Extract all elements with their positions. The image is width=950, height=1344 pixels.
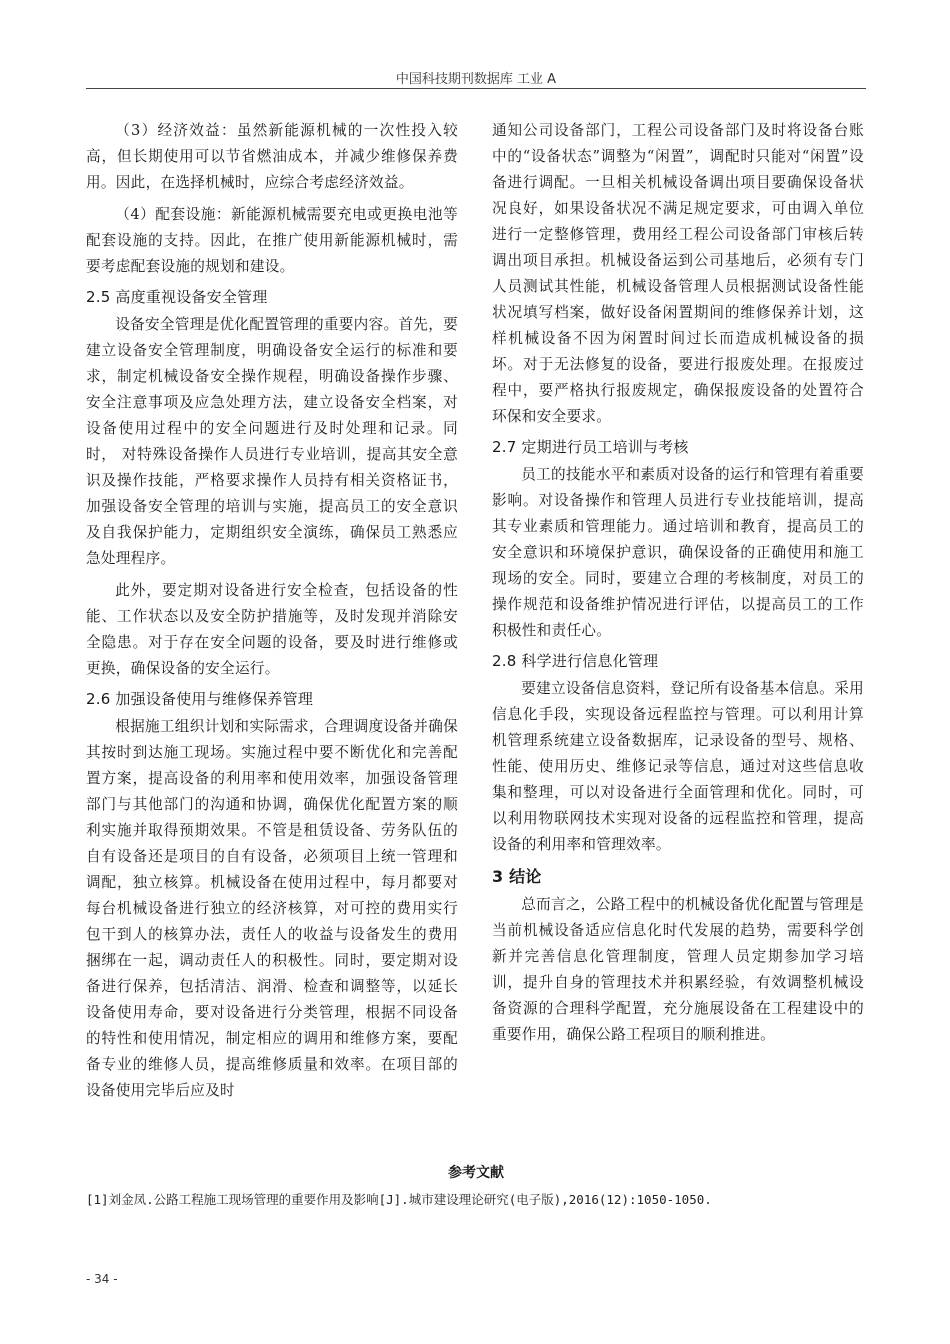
reference-item: [1]刘金凤.公路工程施工现场管理的重要作用及影响[J].城市建设理论研究(电子版),2016(12):1050-1050.	[86, 1192, 712, 1207]
paragraph: （3）经济效益：虽然新能源机械的一次性投入较高，但长期使用可以节省燃油成本，并减少维修保养费用。因此，在选择机械时，应综合考虑经济效益。	[86, 122, 458, 191]
paragraph: 要建立设备信息资料，登记所有设备基本信息。采用信息化手段，实现设备远程监控与管理。可以利用计算机管理系统建立设备数据库，记录设备的型号、规格、性能、使用历史、维修记录等信息，通过对这些信息收集和整理，可以对设备进行全面管理和优化。同时，可以利用物联网技术实现对设备的远程监控和管理，提高设备的利用率和管理效率。	[492, 680, 864, 853]
page-number: - 34 -	[86, 1272, 118, 1286]
section-heading-2-5: 2.5 高度重视设备安全管理	[86, 288, 268, 306]
section-heading-2-7: 2.7 定期进行员工培训与考核	[492, 438, 689, 456]
right-column	[492, 118, 864, 1048]
paragraph: 设备安全管理是优化配置管理的重要内容。首先，要建立设备安全管理制度，明确设备安全运行的标准和要求，制定机械设备安全操作规程，明确设备操作步骤、安全注意事项及应急处理方法，建立设备安全档案，对设备使用过程中的安全问题进行及时处理和记录。同时， 对特殊设备操作人员进行专业培训，提高其安全意识及操作技能，严格要求操作人员持有相关资格证书，加强设备安全管理的培训与实施，提高员工的安全意识及自我保护能力，定期组织安全演练，确保员工熟悉应急处理程序。	[86, 316, 458, 567]
paragraph: 此外，要定期对设备进行安全检查，包括设备的性能、工作状态以及安全防护措施等，及时发现并消除安全隐患。对于存在安全问题的设备，要及时进行维修或更换，确保设备的安全运行。	[86, 582, 458, 677]
paragraph: 员工的技能水平和素质对设备的运行和管理有着重要影响。对设备操作和管理人员进行专业技能培训，提高其专业素质和管理能力。通过培训和教育，提高员工的安全意识和环境保护意识，确保设备的正确使用和施工现场的安全。同时，要建立合理的考核制度，对员工的操作规范和设备维护情况进行评估，以提高员工的工作积极性和责任心。	[492, 466, 864, 639]
section-heading-3: 3 结论	[492, 867, 542, 886]
references-title: 参考文献	[448, 1165, 504, 1181]
journal-header: 中国科技期刊数据库 工业 A	[395, 72, 557, 87]
left-column	[86, 118, 458, 1104]
header-rule	[86, 88, 866, 89]
paragraph: 根据施工组织计划和实际需求，合理调度设备并确保其按时到达施工现场。实施过程中要不断优化和完善配置方案，提高设备的利用率和使用效率，加强设备管理部门与其他部门的沟通和协调，确保优化配置方案的顺利实施并取得预期效果。不管是租赁设备、劳务队伍的自有设备还是项目的自有设备，必须项目上统一管理和调配，独立核算。机械设备在使用过程中，每月都要对每台机械设备进行独立的经济核算，对可控的费用实行包干到人的核算办法，责任人的收益与设备发生的费用捆绑在一起，调动责任人的积极性。同时，要定期对设备进行保养，包括清洁、润滑、检查和调整等，以延长设备使用寿命，要对设备进行分类管理，根据不同设备的特性和使用情况，制定相应的调用和维修方案，要配备专业的维修人员，提高维修质量和效率。在项目部的设备使用完毕后应及时	[86, 718, 458, 1099]
paragraph: 通知公司设备部门，工程公司设备部门及时将设备台账中的“设备状态”调整为“闲置”，调配时只能对“闲置”设备进行调配。一旦相关机械设备调出项目要确保设备状况良好，如果设备状况不满足规定要求，可由调入单位进行一定整修管理，费用经工程公司设备部门审核后转调出项目承担。机械设备运到公司基地后，必须有专门人员测试其性能，机械设备管理人员根据测试设备性能状况填写档案，做好设备闲置期间的维修保养计划，这样机械设备不因为闲置时间过长而造成机械设备的损坏。对于无法修复的设备，要进行报废处理。在报废过程中，要严格执行报废规定，确保报废设备的处置符合环保和安全要求。	[492, 122, 864, 425]
paragraph: 总而言之，公路工程中的机械设备优化配置与管理是当前机械设备适应信息化时代发展的趋势，需要科学创新并完善信息化管理制度，管理人员定期参加学习培训，提升自身的管理技术并积累经验，有效调整机械设备资源的合理科学配置，充分施展设备在工程建设中的重要作用，确保公路工程项目的顺利推进。	[492, 896, 864, 1043]
section-heading-2-8: 2.8 科学进行信息化管理	[492, 652, 659, 670]
section-heading-2-6: 2.6 加强设备使用与维修保养管理	[86, 690, 314, 708]
paragraph: （4）配套设施：新能源机械需要充电或更换电池等配套设施的支持。因此，在推广使用新能源机械时，需要考虑配套设施的规划和建设。	[86, 206, 458, 275]
